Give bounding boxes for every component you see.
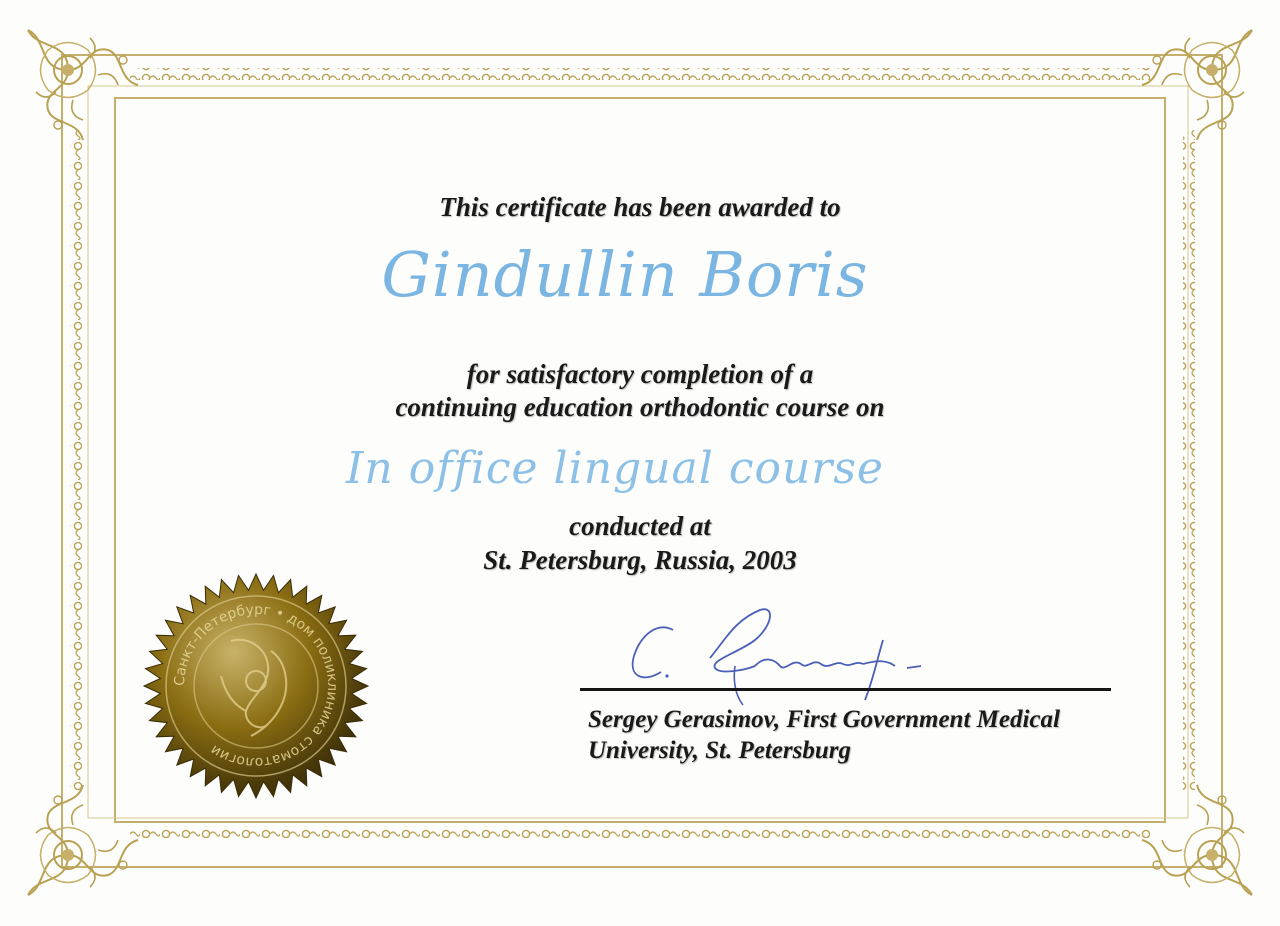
seal-text: Санкт-Петербург • дом поликлиника стоматологии: [171, 601, 341, 771]
completion-line-1: for satisfactory completion of a: [466, 359, 814, 389]
course-name: In office lingual course: [346, 443, 884, 494]
gold-seal: [140, 570, 372, 802]
conducted-at-label: conducted at: [569, 511, 711, 541]
completion-line-2: continuing education orthodontic course on: [395, 392, 885, 422]
location-year: St. Petersburg, Russia, 2003: [483, 545, 797, 575]
signature-line: [580, 688, 1111, 691]
recipient-name: Gindullin Boris: [381, 238, 869, 311]
signer-affiliation: University, St. Petersburg: [588, 737, 851, 764]
handwritten-signature: [615, 600, 955, 710]
intro-text: This certificate has been awarded to: [439, 192, 841, 222]
signer-name: Sergey Gerasimov, First Government Medical: [588, 706, 1060, 733]
